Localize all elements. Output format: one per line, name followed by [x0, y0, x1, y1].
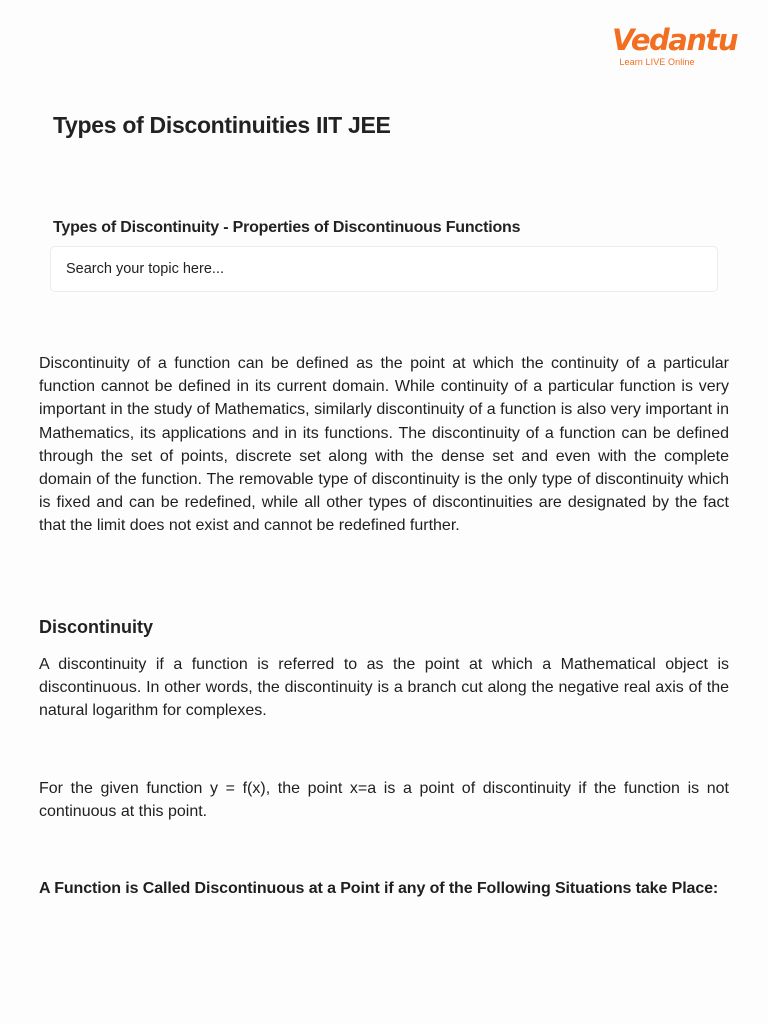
section-heading-discontinuity: Discontinuity — [39, 617, 154, 637]
page-subtitle: Types of Discontinuity - Properties of Discontinuous Functions — [53, 219, 521, 236]
search-input[interactable] — [50, 246, 718, 292]
page-title: Types of Discontinuities IIT JEE — [53, 112, 391, 138]
conditions-heading: A Function is Called Discontinuous at a Point if any of the Following Situations take Place: — [39, 880, 719, 897]
function-paragraph: For the given function y = f(x), the point x=a is a point of discontinuity if the function is not continuous at this point. — [39, 780, 729, 821]
logo-wordmark: Vedantu — [612, 23, 737, 57]
vedantu-logo[interactable] — [612, 23, 737, 68]
discontinuity-paragraph: A discontinuity if a function is referred to as the point at which a Mathematical object is discontinuous. In other words, the discontinuity is a branch cut along the negative real axis of the natural logarithm for complexes. — [39, 656, 729, 720]
intro-paragraph: Discontinuity of a function can be defined as the point at which the continuity of a particular function cannot be defined in its current domain. While continuity of a particular function is very important in the study of Mathematics, similarly discontinuity of a function is also very important in Mathematics, its applications and in its functions. The discontinuity of a function can be defined through the set of points, discrete set along with the dense set and even with the complete domain of the function. The removable type of discontinuity is the only type of discontinuity which is fixed and can be redefined, while all other types of discontinuities are designated by the fact that the limit does not exist and cannot be redefined further. — [39, 355, 729, 535]
logo-tagline: Learn LIVE Online — [619, 57, 695, 67]
